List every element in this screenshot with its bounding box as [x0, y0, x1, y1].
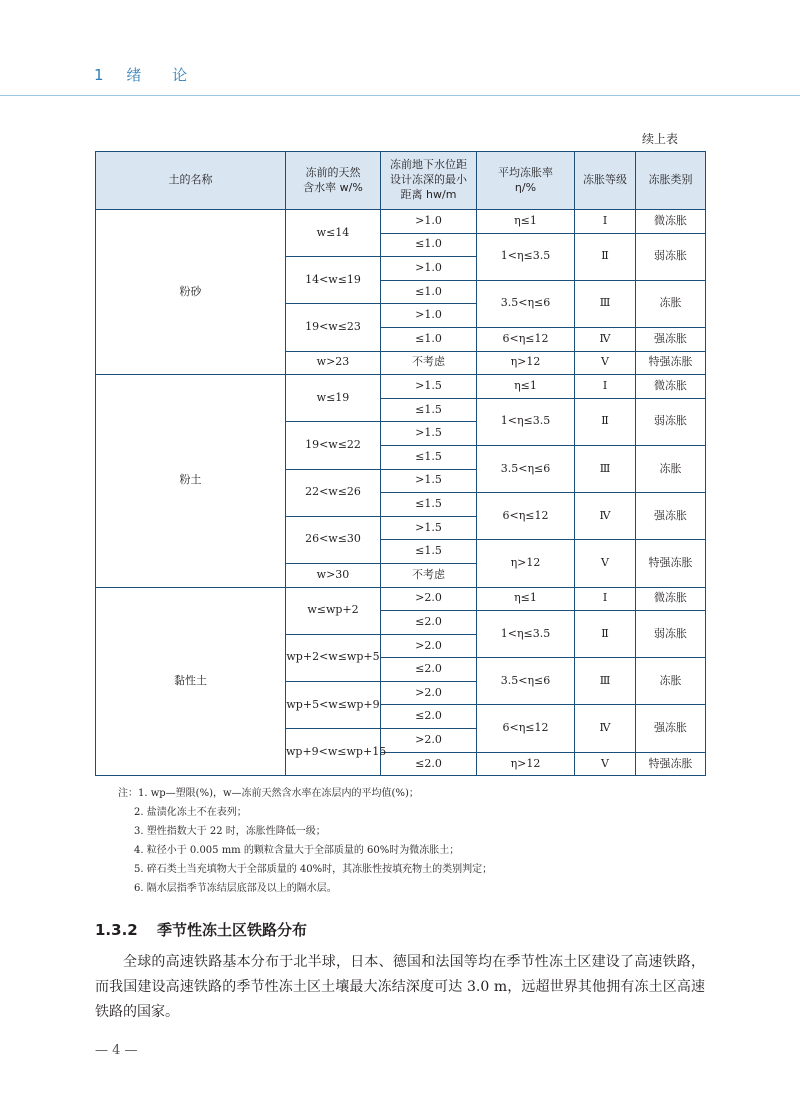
heave-grade-cell: Ⅰ — [575, 587, 636, 611]
heave-category-cell: 特强冻胀 — [636, 752, 706, 776]
groundwater-distance-cell: >1.0 — [381, 257, 477, 281]
header-rule — [0, 95, 800, 96]
table-header — [96, 152, 706, 210]
heave-rate-cell: η>12 — [477, 752, 575, 776]
heave-category-cell: 强冻胀 — [636, 493, 706, 540]
continued-label: 续上表 — [641, 132, 678, 146]
heave-rate-cell: 3.5<η≤6 — [477, 445, 575, 492]
column-header-5: 冻胀类别 — [636, 152, 706, 210]
heave-category-cell: 冻胀 — [636, 280, 706, 327]
heave-rate-cell: 1<η≤3.5 — [477, 611, 575, 658]
groundwater-distance-cell: ≤1.0 — [381, 233, 477, 257]
groundwater-distance-cell: ≤2.0 — [381, 611, 477, 635]
groundwater-distance-cell: ≤1.5 — [381, 445, 477, 469]
heave-category-cell: 弱冻胀 — [636, 233, 706, 280]
note-line-2: 2. 盐渍化冻土不在表列； — [134, 807, 247, 818]
heave-rate-cell: η>12 — [477, 540, 575, 587]
section-number: 1.3.2 — [95, 921, 138, 939]
heave-grade-cell: Ⅱ — [575, 611, 636, 658]
water-content-cell: 26<w≤30 — [286, 516, 381, 563]
heave-rate-cell: 3.5<η≤6 — [477, 658, 575, 705]
heave-rate-cell: η≤1 — [477, 375, 575, 399]
heave-category-cell: 微冻胀 — [636, 587, 706, 611]
groundwater-distance-cell: >1.5 — [381, 469, 477, 493]
groundwater-distance-cell: ≤1.5 — [381, 398, 477, 422]
groundwater-distance-cell: ≤1.5 — [381, 540, 477, 564]
water-content-cell: w≤14 — [286, 210, 381, 257]
heave-rate-cell: 1<η≤3.5 — [477, 233, 575, 280]
groundwater-distance-cell: ≤1.0 — [381, 280, 477, 304]
note-line-5: 5. 碎石类土当充填物大于全部质量的 40%时，其冻胀性按填充物土的类别判定； — [134, 864, 493, 875]
groundwater-distance-cell: ≤2.0 — [381, 752, 477, 776]
heave-grade-cell: Ⅱ — [575, 233, 636, 280]
water-content-cell: w≤19 — [286, 375, 381, 422]
running-header — [0, 0, 800, 96]
heave-category-cell: 特强冻胀 — [636, 351, 706, 375]
heave-grade-cell: Ⅴ — [575, 540, 636, 587]
heave-category-cell: 弱冻胀 — [636, 398, 706, 445]
heave-grade-cell: Ⅰ — [575, 210, 636, 234]
water-content-cell: 19<w≤22 — [286, 422, 381, 469]
heave-grade-cell: Ⅲ — [575, 280, 636, 327]
note-line-6: 6. 隔水层指季节冻结层底部及以上的隔水层。 — [134, 883, 337, 894]
column-header-1: 冻前的天然 含水率 w/% — [286, 152, 381, 210]
heave-category-cell: 微冻胀 — [636, 210, 706, 234]
column-header-0: 土的名称 — [96, 152, 286, 210]
heave-rate-cell: 1<η≤3.5 — [477, 398, 575, 445]
column-header-4: 冻胀等级 — [575, 152, 636, 210]
chapter-title-char-1: 绪 — [126, 66, 144, 84]
heave-category-cell: 冻胀 — [636, 445, 706, 492]
table-notes — [118, 784, 492, 898]
soil-name-cell: 粉土 — [96, 375, 286, 587]
heave-rate-cell: η>12 — [477, 351, 575, 375]
water-content-cell: wp+2<w≤wp+5 — [286, 634, 381, 681]
heave-category-cell: 特强冻胀 — [636, 540, 706, 587]
groundwater-distance-cell: ≤1.0 — [381, 327, 477, 351]
groundwater-distance-cell: ≤2.0 — [381, 705, 477, 729]
page-number: — 4 — — [95, 1043, 138, 1058]
groundwater-distance-cell: 不考虑 — [381, 351, 477, 375]
heave-category-cell: 弱冻胀 — [636, 611, 706, 658]
heave-rate-cell: 3.5<η≤6 — [477, 280, 575, 327]
water-content-cell: wp+9<w≤wp+15 — [286, 729, 381, 776]
heave-grade-cell: Ⅴ — [575, 752, 636, 776]
water-content-cell: 14<w≤19 — [286, 257, 381, 304]
water-content-cell: 22<w≤26 — [286, 469, 381, 516]
water-content-cell: w>30 — [286, 563, 381, 587]
groundwater-distance-cell: ≤2.0 — [381, 658, 477, 682]
water-content-cell: 19<w≤23 — [286, 304, 381, 351]
chapter-number: 1 — [94, 66, 106, 84]
body-paragraph: 全球的高速铁路基本分布于北半球，日本、德国和法国等均在季节性冻土区建设了高速铁路，而我国建设高速铁路的季节性冻土区土壤最大冻结深度可达 3.0 m，远超世界其他拥有冻土区高速铁路的国家。 — [95, 954, 705, 1020]
heave-grade-cell: Ⅳ — [575, 327, 636, 351]
groundwater-distance-cell: >1.5 — [381, 375, 477, 399]
table-body — [96, 210, 706, 776]
section-title: 季节性冻土区铁路分布 — [156, 921, 307, 939]
groundwater-distance-cell: >1.0 — [381, 304, 477, 328]
heave-category-cell: 冻胀 — [636, 658, 706, 705]
heave-rate-cell: 6<η≤12 — [477, 327, 575, 351]
section-heading — [95, 919, 307, 940]
heave-category-cell: 微冻胀 — [636, 375, 706, 399]
table-row — [96, 587, 706, 611]
groundwater-distance-cell: >2.0 — [381, 587, 477, 611]
groundwater-distance-cell: >1.5 — [381, 516, 477, 540]
groundwater-distance-cell: >2.0 — [381, 729, 477, 753]
groundwater-distance-cell: >1.5 — [381, 422, 477, 446]
note-line-3: 3. 塑性指数大于 22 时，冻胀性降低一级； — [134, 826, 326, 837]
heave-grade-cell: Ⅱ — [575, 398, 636, 445]
heave-grade-cell: Ⅲ — [575, 445, 636, 492]
groundwater-distance-cell: >2.0 — [381, 634, 477, 658]
table-row — [96, 210, 706, 234]
heave-grade-cell: Ⅳ — [575, 705, 636, 752]
column-header-3: 平均冻胀率 η/% — [477, 152, 575, 210]
chapter-title-char-2: 论 — [172, 66, 190, 84]
heave-grade-cell: Ⅴ — [575, 351, 636, 375]
water-content-cell: w≤wp+2 — [286, 587, 381, 634]
note-line-1: 注：1. wp—塑限(%)，w—冻前天然含水率在冻层内的平均值(%)； — [118, 788, 419, 799]
water-content-cell: w>23 — [286, 351, 381, 375]
table-row — [96, 375, 706, 399]
soil-name-cell: 粉砂 — [96, 210, 286, 375]
frost-heave-table — [95, 151, 706, 776]
heave-grade-cell: Ⅰ — [575, 375, 636, 399]
chapter-label — [94, 64, 189, 85]
water-content-cell: wp+5<w≤wp+9 — [286, 681, 381, 728]
groundwater-distance-cell: ≤1.5 — [381, 493, 477, 517]
heave-category-cell: 强冻胀 — [636, 327, 706, 351]
soil-name-cell: 黏性土 — [96, 587, 286, 776]
note-line-4: 4. 粒径小于 0.005 mm 的颗粒含量大于全部质量的 60%时为微冻胀土； — [134, 845, 460, 856]
groundwater-distance-cell: >2.0 — [381, 681, 477, 705]
groundwater-distance-cell: >1.0 — [381, 210, 477, 234]
heave-category-cell: 强冻胀 — [636, 705, 706, 752]
heave-rate-cell: η≤1 — [477, 210, 575, 234]
heave-grade-cell: Ⅲ — [575, 658, 636, 705]
groundwater-distance-cell: 不考虑 — [381, 563, 477, 587]
heave-rate-cell: 6<η≤12 — [477, 493, 575, 540]
heave-grade-cell: Ⅳ — [575, 493, 636, 540]
heave-rate-cell: 6<η≤12 — [477, 705, 575, 752]
heave-rate-cell: η≤1 — [477, 587, 575, 611]
column-header-2: 冻前地下水位距 设计冻深的最小 距离 hw/m — [381, 152, 477, 210]
